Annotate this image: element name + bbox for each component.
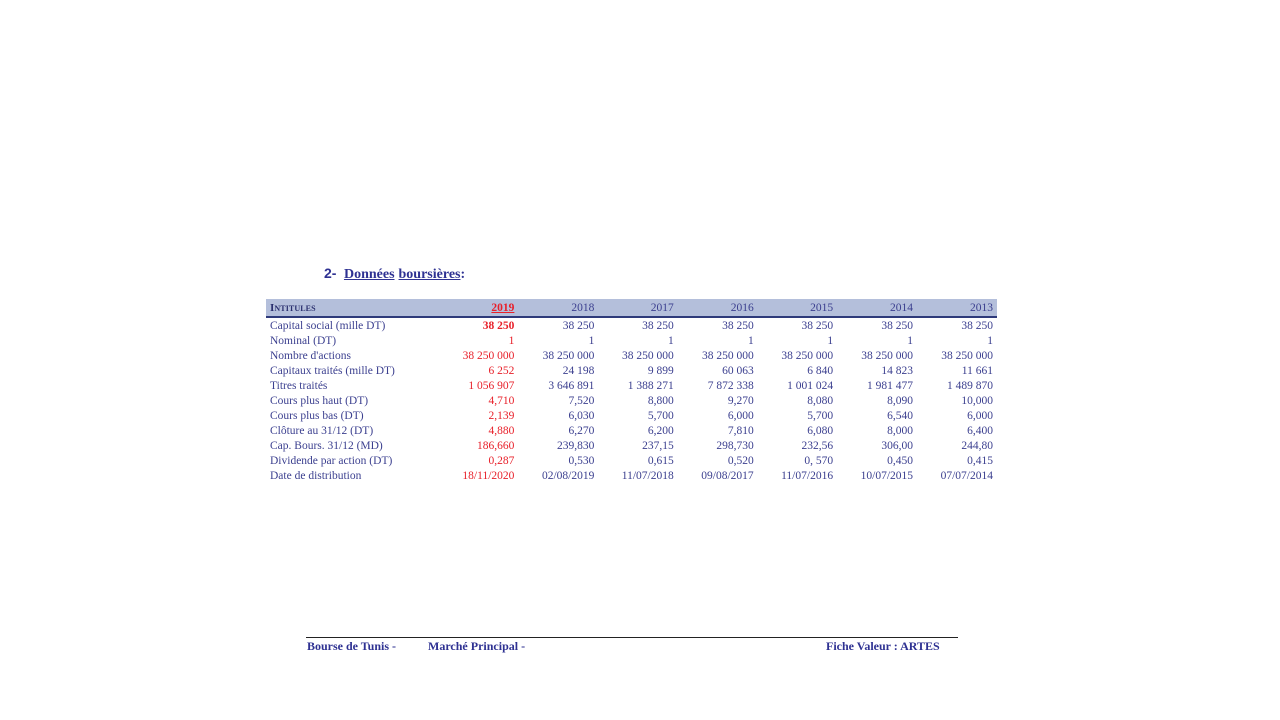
header-year: 2016 xyxy=(678,299,758,317)
table-cell: 11 661 xyxy=(961,364,993,377)
table-cell: 306,00 xyxy=(881,439,914,452)
header-year: 2019 xyxy=(439,299,518,317)
table-cell: 9,270 xyxy=(727,394,754,407)
table-cell: 0,530 xyxy=(568,454,595,467)
table-cell: 38 250 000 xyxy=(781,349,834,362)
table-cell: 0,450 xyxy=(887,454,914,467)
table-cell: 8,800 xyxy=(647,394,674,407)
table-cell: 38 250 xyxy=(801,319,834,332)
footer-divider xyxy=(306,637,958,638)
table-cell: 7,810 xyxy=(727,424,754,437)
table-cell: 5,700 xyxy=(647,409,674,422)
table-cell: 10,000 xyxy=(961,394,993,407)
table-cell: 38 250 xyxy=(562,319,595,332)
table-cell: 1 001 024 xyxy=(787,379,834,392)
table-cell: 3 646 891 xyxy=(548,379,595,392)
table-cell: 1 981 477 xyxy=(867,379,914,392)
table-row xyxy=(266,468,997,483)
header-year: 2018 xyxy=(518,299,598,317)
row-label: Nombre d'actions xyxy=(270,349,351,362)
table-cell: 6 840 xyxy=(807,364,834,377)
footer-fiche: Fiche Valeur : ARTES xyxy=(826,639,940,653)
table-row xyxy=(266,423,997,438)
table-cell: 237,15 xyxy=(642,439,674,452)
table-row xyxy=(266,453,997,468)
table-cell: 11/07/2018 xyxy=(621,469,674,482)
table-cell: 10/07/2015 xyxy=(860,469,914,482)
table-cell: 38 250 000 xyxy=(941,349,993,362)
table-cell: 1 xyxy=(827,334,834,347)
table-row xyxy=(266,363,997,378)
table-cell: 232,56 xyxy=(801,439,834,452)
table-cell: 8,000 xyxy=(887,424,914,437)
table-cell: 2,139 xyxy=(488,409,515,422)
row-label: Cours plus haut (DT) xyxy=(270,394,369,407)
footer-exchange: Bourse de Tunis - xyxy=(307,639,397,653)
table-cell: 38 250 000 xyxy=(462,349,515,362)
table-row xyxy=(266,348,997,363)
table-cell: 0, 570 xyxy=(804,454,834,467)
table-cell: 1 388 271 xyxy=(627,379,674,392)
table-cell: 4,710 xyxy=(488,394,515,407)
table-cell: 6,000 xyxy=(967,409,993,422)
table-cell: 1 xyxy=(747,334,754,347)
table-cell: 9 899 xyxy=(647,364,674,377)
table-cell: 0,287 xyxy=(488,454,515,467)
footer-market: Marché Principal - xyxy=(428,639,526,653)
table-cell: 38 250 xyxy=(642,319,674,332)
table-cell: 38 250 xyxy=(482,319,515,332)
table-cell: 11/07/2016 xyxy=(781,469,834,482)
table-body xyxy=(266,317,997,483)
table-cell: 38 250 xyxy=(722,319,754,332)
header-year: 2017 xyxy=(598,299,677,317)
table-row xyxy=(266,438,997,453)
table-cell: 239,830 xyxy=(556,439,595,452)
row-label: Cap. Bours. 31/12 (MD) xyxy=(270,439,383,452)
table-row xyxy=(266,378,997,393)
table-row xyxy=(266,317,997,333)
table-cell: 1 xyxy=(588,334,595,347)
table-cell: 6,270 xyxy=(568,424,595,437)
table-cell: 298,730 xyxy=(716,439,754,452)
table-cell: 0,520 xyxy=(727,454,754,467)
row-label: Date de distribution xyxy=(270,469,362,482)
table-row xyxy=(266,393,997,408)
table-cell: 38 250 000 xyxy=(542,349,595,362)
market-data-table xyxy=(266,299,997,483)
table-cell: 8,090 xyxy=(887,394,914,407)
header-year: 2014 xyxy=(837,299,917,317)
table-header-row xyxy=(266,299,997,317)
table-cell: 1 489 870 xyxy=(947,379,993,392)
table-cell: 0,615 xyxy=(647,454,674,467)
table-cell: 4,880 xyxy=(488,424,515,437)
section-title-word-1: Données xyxy=(343,267,395,282)
header-intitules: Intitules xyxy=(266,299,439,317)
section-title-word-2: boursières xyxy=(398,267,461,282)
row-label: Dividende par action (DT) xyxy=(270,454,393,467)
table-cell: 6,080 xyxy=(807,424,834,437)
table-cell: 244,80 xyxy=(961,439,993,452)
table-cell: 1 xyxy=(508,334,515,347)
table-cell: 02/08/2019 xyxy=(541,469,595,482)
table-cell: 0,415 xyxy=(967,454,993,467)
section-heading xyxy=(324,265,465,283)
header-year: 2013 xyxy=(917,299,997,317)
table-row xyxy=(266,408,997,423)
table-cell: 1 xyxy=(667,334,674,347)
row-label: Capital social (mille DT) xyxy=(270,319,386,332)
table-cell: 1 xyxy=(987,334,993,347)
table-cell: 6 252 xyxy=(488,364,515,377)
table-cell: 60 063 xyxy=(722,364,754,377)
row-label: Cours plus bas (DT) xyxy=(270,409,364,422)
table-cell: 5,700 xyxy=(807,409,834,422)
table-cell: 1 056 907 xyxy=(468,379,515,392)
table-cell: 38 250 xyxy=(961,319,993,332)
table-cell: 24 198 xyxy=(562,364,595,377)
table-cell: 6,000 xyxy=(727,409,754,422)
table-cell: 09/08/2017 xyxy=(701,469,754,482)
table-cell: 8,080 xyxy=(807,394,834,407)
table-cell: 6,200 xyxy=(647,424,674,437)
table-cell: 6,540 xyxy=(887,409,914,422)
table-cell: 38 250 000 xyxy=(621,349,674,362)
row-label: Clôture au 31/12 (DT) xyxy=(270,424,374,437)
table-row xyxy=(266,333,997,348)
row-label: Nominal (DT) xyxy=(270,334,337,347)
table-cell: 7,520 xyxy=(568,394,595,407)
table-cell: 6,030 xyxy=(568,409,595,422)
table-cell: 18/11/2020 xyxy=(462,469,515,482)
row-label: Titres traités xyxy=(270,379,328,392)
table-cell: 07/07/2014 xyxy=(940,469,993,482)
table-cell: 38 250 xyxy=(881,319,914,332)
table-cell: 6,400 xyxy=(967,424,993,437)
section-number: 2- xyxy=(324,265,337,281)
table-cell: 38 250 000 xyxy=(701,349,754,362)
row-label: Capitaux traités (mille DT) xyxy=(270,364,395,377)
table-cell: 186,660 xyxy=(477,439,515,452)
table-cell: 1 xyxy=(907,334,914,347)
header-year: 2015 xyxy=(758,299,837,317)
table-cell: 14 823 xyxy=(881,364,914,377)
table-cell: 38 250 000 xyxy=(861,349,914,362)
section-title-colon: : xyxy=(460,267,466,282)
table-cell: 7 872 338 xyxy=(707,379,754,392)
